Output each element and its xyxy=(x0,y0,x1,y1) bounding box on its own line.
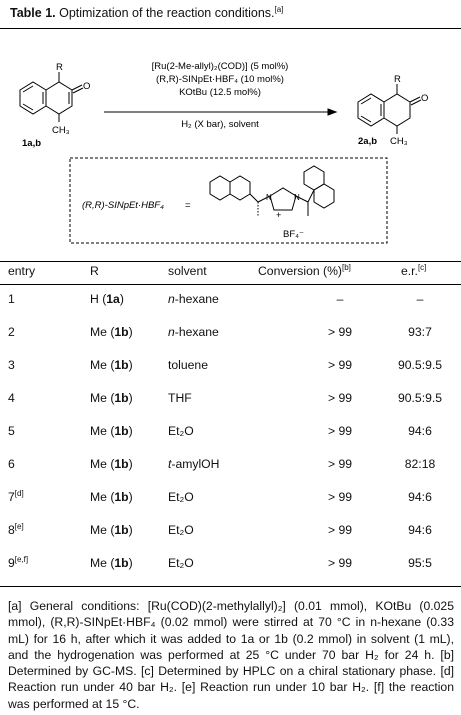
table-footnotes: [a] General conditions: [Ru(COD)(2-methylallyl)₂] (0.01 mmol), KOtBu (0.025 mmol), (R,R)-SINpEt·HBF₄ (0.02 mmol) were stirred at 70 °C in n-hexane (0.33 mL) for 16 h, after which it was added to 1a or 1b (0.2 mmol) in solvent (1 mL), and the hydrogenation was performed at 25 °C under 70 bar H₂ for 24 h. [b] Determined by GC-MS. [c] Determined by HPLC on a chiral stationary phase. [d] Reaction run under 40 bar H₂. [e] Reaction run under 10 bar H₂. [f] the reaction was performed at 15 °C. xyxy=(8,599,454,711)
cell-er: 90.5:9.5 xyxy=(397,358,443,372)
cell-entry: 4 xyxy=(8,391,15,405)
table-row xyxy=(0,391,461,411)
reaction-scheme xyxy=(0,30,461,260)
cell-er: 90.5:9.5 xyxy=(397,391,443,405)
cell-entry: 3 xyxy=(8,358,15,372)
cell-solvent: Et₂O xyxy=(168,523,194,537)
reagent-line-2: (R,R)-SINpEt·HBF₄ (10 mol%) xyxy=(156,74,284,85)
cell-entry: 2 xyxy=(8,325,15,339)
product-o: O xyxy=(421,93,429,104)
cell-er: 93:7 xyxy=(408,325,432,339)
cell-conversion: > 99 xyxy=(327,523,353,537)
table-row xyxy=(0,424,461,444)
cell-r: H (1a) xyxy=(90,292,124,306)
table-bottom-rule xyxy=(0,586,461,587)
reagent-line-3: KOtBu (12.5 mol%) xyxy=(179,87,261,98)
cell-solvent: Et₂O xyxy=(168,490,194,504)
cell-er: – xyxy=(416,292,424,306)
cell-er: 94:6 xyxy=(408,490,432,504)
ligand-equals: = xyxy=(185,200,191,211)
cell-solvent: n-hexane xyxy=(168,325,219,339)
cell-solvent: toluene xyxy=(168,358,208,372)
product-methyl: CH₃ xyxy=(390,136,408,147)
substrate-methyl: CH₃ xyxy=(52,125,70,136)
cell-r: Me (1b) xyxy=(90,325,133,339)
ligand-plus: + xyxy=(276,210,282,220)
cell-er: 94:6 xyxy=(408,424,432,438)
cell-er: 95:5 xyxy=(408,556,432,570)
ligand-label: (R,R)-SINpEt·HBF₄ xyxy=(82,200,164,211)
table-row xyxy=(0,358,461,378)
cell-solvent: THF xyxy=(168,391,192,405)
cell-r: Me (1b) xyxy=(90,391,133,405)
header-top-rule xyxy=(0,261,461,262)
cell-conversion: > 99 xyxy=(327,424,353,438)
cell-conversion: – xyxy=(336,292,344,306)
reagent-line-1: [Ru(2-Me-allyl)₂(COD)] (5 mol%) xyxy=(151,61,289,72)
cell-er: 82:18 xyxy=(404,457,436,471)
substrate-structure xyxy=(20,62,90,149)
cell-conversion: > 99 xyxy=(327,556,353,570)
cell-r: Me (1b) xyxy=(90,556,133,570)
table-row xyxy=(0,523,461,543)
counterion: BF₄⁻ xyxy=(283,229,305,240)
header-bottom-rule xyxy=(0,284,461,285)
cell-entry: 7[d] xyxy=(8,488,24,504)
header-entry: entry xyxy=(8,264,36,278)
header-solvent: solvent xyxy=(168,264,207,278)
cell-r: Me (1b) xyxy=(90,523,133,537)
cell-entry: 8[e] xyxy=(8,521,24,537)
cell-r: Me (1b) xyxy=(90,424,133,438)
table-row xyxy=(0,325,461,345)
ligand-structure xyxy=(210,166,334,240)
cell-solvent: Et₂O xyxy=(168,556,194,570)
cell-solvent: n-hexane xyxy=(168,292,219,306)
cell-r: Me (1b) xyxy=(90,490,133,504)
table-row xyxy=(0,292,461,312)
product-label: 2a,b xyxy=(358,136,378,147)
header-conversion: Conversion (%)[b] xyxy=(258,262,351,278)
product-n-substituent: R xyxy=(394,74,401,85)
cell-er: 94:6 xyxy=(408,523,432,537)
cell-conversion: > 99 xyxy=(327,325,353,339)
cell-r: Me (1b) xyxy=(90,457,133,471)
ligand-n-left: N xyxy=(266,193,272,202)
header-r: R xyxy=(90,264,99,278)
cell-conversion: > 99 xyxy=(327,358,353,372)
cell-entry: 9[e,f] xyxy=(8,554,29,570)
top-rule xyxy=(0,28,461,29)
reagent-line-4: H₂ (X bar), solvent xyxy=(181,119,259,130)
cell-conversion: > 99 xyxy=(327,457,353,471)
header-er: e.r.[c] xyxy=(401,262,427,278)
ligand-n-right: N xyxy=(294,193,300,202)
cell-entry: 1 xyxy=(8,292,15,306)
cell-entry: 6 xyxy=(8,457,15,471)
substrate-o: O xyxy=(83,81,91,92)
cell-conversion: > 99 xyxy=(327,490,353,504)
table-row xyxy=(0,556,461,576)
table-header xyxy=(0,264,461,284)
table-row xyxy=(0,490,461,510)
cell-entry: 5 xyxy=(8,424,15,438)
cell-r: Me (1b) xyxy=(90,358,133,372)
substrate-label: 1a,b xyxy=(22,138,42,149)
cell-solvent: t-amylOH xyxy=(168,457,220,471)
cell-conversion: > 99 xyxy=(327,391,353,405)
substrate-n-substituent: R xyxy=(56,62,63,73)
table-row xyxy=(0,457,461,477)
cell-solvent: Et₂O xyxy=(168,424,194,438)
table-title: Table 1. Optimization of the reaction conditions.[a] xyxy=(10,4,284,20)
product-structure xyxy=(358,74,428,147)
